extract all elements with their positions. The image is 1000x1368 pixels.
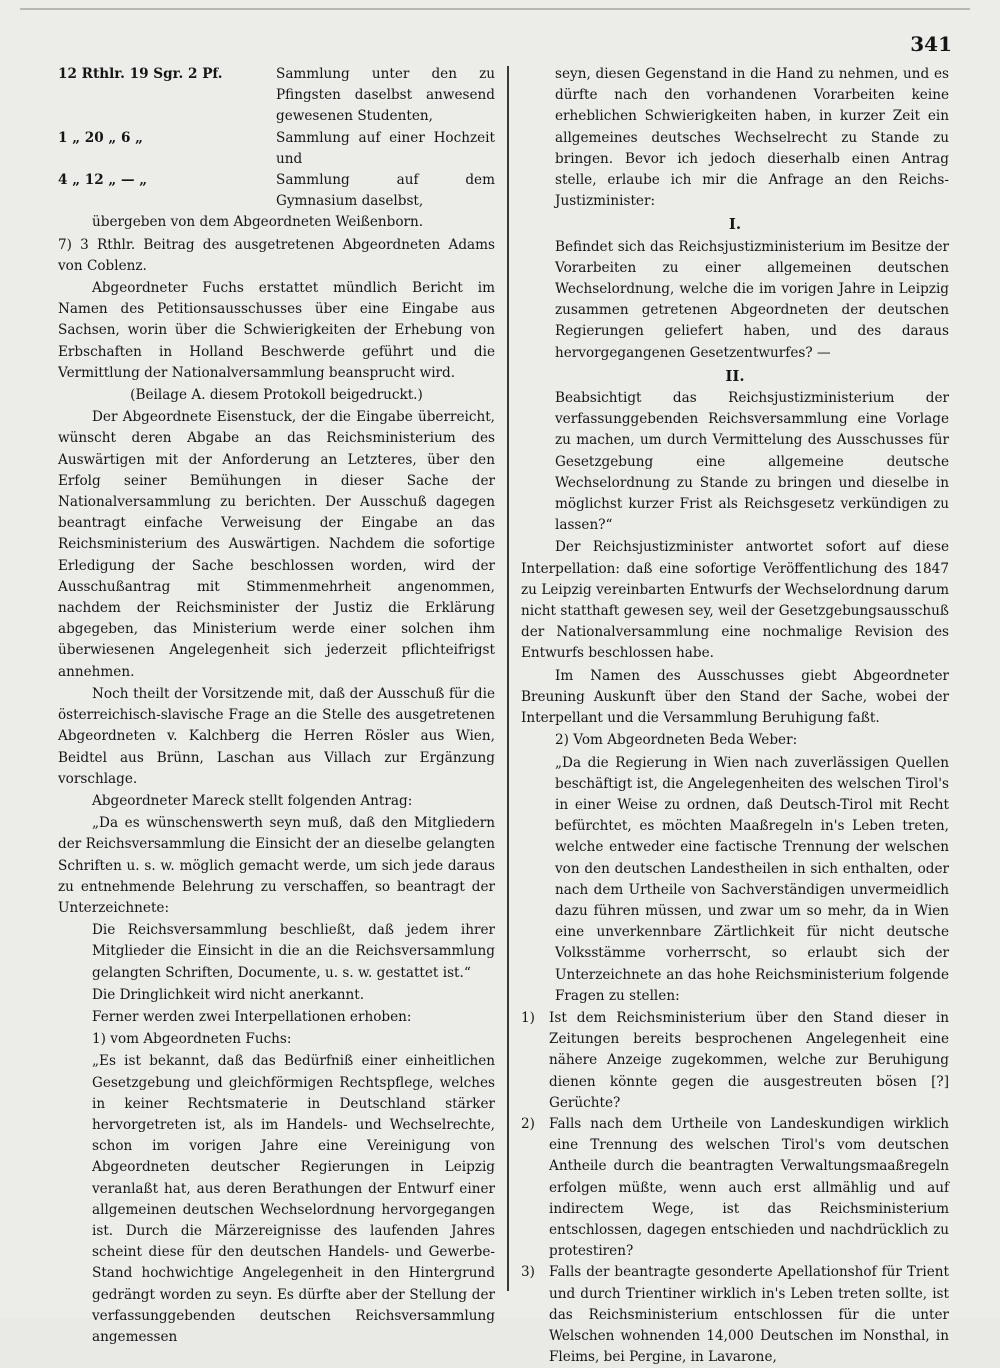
quote-mareck: „Da es wünschenswerth seyn muß, daß den Mitgliedern der Reichsversammlung die Einsicht der an dieselbe gelangten Schriften u. s. w. möglich gemacht werde, um sich jede daraus zu entnehmende Belehrung zu verschaffen, so beantragt der Unterzeichnete: bbox=[58, 815, 495, 916]
list-item-text: Falls der beantragte gesonderte Apellationshof für Trient und durch Trientiner wirklich in's Leben treten sollte, ist das Reichsministerium entschlossen für die unter Welschen wohnenden 14,000 Deutschen im Nonsthal, in Fleims, bei Pergine, in Lavarone, bbox=[549, 1264, 949, 1366]
fund-row bbox=[58, 128, 495, 170]
interpellation-1-heading: 1) vom Abgeordneten Fuchs: bbox=[92, 1031, 292, 1048]
minister-answer: Der Reichsjustizminister antwortet sofort auf diese Interpellation: daß eine sofortige Veröffentlichung des 1847 zu Leipzig vereinbarten Entwurfs der Wechselordnung darum nicht statthaft gewesen sey, weil der Gesetzgebungsausschuß der Nationalversammlung eine nochmalige Revision des Entwurfs beschlossen habe. bbox=[521, 539, 949, 662]
list-item bbox=[521, 1008, 949, 1114]
fund-amount: 1 „ 20 „ 6 „ bbox=[58, 129, 143, 146]
fund-description: Sammlung unter den zu Pfingsten daselbst anwesend gewesenen Studenten, bbox=[276, 66, 495, 125]
list-item bbox=[521, 1262, 949, 1368]
paragraph-eisenstuck: Der Abgeordnete Eisenstuck, der die Eingabe überreicht, wünscht deren Abgabe an das Reichsministerium des Auswärtigen mit der Anforderung an Letzteres, über den Erfolg seiner Bemühungen in dieser Sache der Nationalversammlung zu berichten. Der Ausschuß dagegen beantragt einfache Verweisung der Eingabe an das Reichsministerium des Auswärtigen. Nachdem die sofortige Erledigung der Sache beschlossen worden, wird der Ausschußantrag mit Stimmenmehrheit angenommen, nachdem der Reichsminister der Justiz die Erklärung abgegeben, das Ministerium werde einer solchen ihm überwiesenen Angelegenheit sich jederzeit pflichteifrigst annehmen. bbox=[58, 409, 495, 680]
right-column bbox=[521, 64, 949, 1366]
fund-row bbox=[58, 64, 495, 128]
interpellation-1-text: „Es ist bekannt, daß das Bedürfniß einer einheitlichen Gesetzgebung und gleichförmigen Rechtspflege, welches in keiner Rechtsmaterie in Deutschland stärker hervorgetreten ist, als im Handels- und Wechselrechte, schon im vorigen Jahre eine Vereinigung von Abgeordneten deutscher Regierungen in Leipzig veranlaßt hat, aus deren Berathungen der Entwurf einer allgemeinen deutschen Wechselordnung hervorgegangen ist. Durch die Märzereignisse des laufenden Jahres scheint diese für den deutschen Handels- und Gewerbe-Stand hochwichtige Angelegenheit in den Hintergrund gedrängt worden zu seyn. Es dürfte aber der Stellung der verfassunggebenden deutschen Reichsversammlung angemessen bbox=[92, 1053, 495, 1345]
left-column bbox=[58, 64, 495, 1345]
question-2: Beabsichtigt das Reichsjustizministerium der verfassunggebenden Reichsversammlung eine Vorlage zu machen, um durch Vermittelung des Ausschusses für Gesetzgebung eine allgemeine deutsche Wechselordnung zu Stande zu bringen und dieselbe in möglichst kurzer Frist als Reichsgesetz verkündigen zu lassen?“ bbox=[555, 390, 949, 534]
roman-numeral-1: I. bbox=[728, 215, 742, 234]
dringlichkeit-note: Die Dringlichkeit wird nicht anerkannt. bbox=[92, 986, 365, 1003]
paragraph-breuning: Im Namen des Ausschusses giebt Abgeordneter Breuning Auskunft über den Stand der Sache, wobei der Interpellant und die Versammlung Beruhigung faßt. bbox=[521, 667, 949, 727]
paragraph-fuchs-report: Abgeordneter Fuchs erstattet mündlich Bericht im Namen des Petitionsausschusses über eine Eingabe aus Sachsen, worin über die Schwierigkeiten der Erhebung von Erbschaften in Holland Beschwerde geführt und die Vermittlung der Nationalversammlung beansprucht wird. bbox=[58, 280, 495, 381]
fund-amount: 4 „ 12 „ — „ bbox=[58, 172, 148, 189]
beilage-note: (Beilage A. diesem Protokoll beigedruckt.) bbox=[130, 387, 423, 404]
interpellation-2-text: „Da die Regierung in Wien nach zuverlässigen Quellen beschäftigt ist, die Angelegenheiten des welschen Tirol's in einer Weise zu ordnen, daß Deutsch-Tirol mit Recht befürchtet, es möchten Maaßregeln in's Leben treten, welche entweder eine factische Trennung der welschen von den deutschen Landestheilen in sich enthalten, oder nach dem Urtheile von Sachverständigen unvermeidlich dazu führen müssen, und zwar um so mehr, da in Wien eine unverkennbare Zärtlichkeit für nicht deutsche Volksstämme vorherrscht, so erlaubt sich der Unterzeichnete an das hohe Reichsministerium folgende Fragen zu stellen: bbox=[555, 754, 949, 1004]
funds-footer: übergeben von dem Abgeordneten Weißenborn. bbox=[92, 214, 424, 231]
quote-mareck-resolution: Die Reichsversammlung beschließt, daß jedem ihrer Mitglieder die Einsicht in die an die Reichsversammlung gelangten Schriften, Documente, u. s. w. gestattet ist.“ bbox=[92, 922, 495, 981]
list-item bbox=[521, 1114, 949, 1262]
list-item-text: Falls nach dem Urtheile von Landeskundigen wirklich eine Trennung des welschen Tirol's vom deutschen Antheile durch die beantragten Verwaltungsmaaßregeln erfolgen müßte, wenn auch erst allmählig und auf indirectem Wege, ist das Reichsministerium entschlossen, dagegen entschieden und nachdrücklich zu protestiren? bbox=[549, 1115, 949, 1260]
ferner-note: Ferner werden zwei Interpellationen erhoben: bbox=[92, 1008, 412, 1025]
list-item-text: Ist dem Reichsministerium über den Stand dieser in Zeitungen bereits besprochenen Angelegenheit eine nähere Anzeige zugekommen, welche zur Beruhigung dienen könnte gegen die ausgestreuten bösen [?] Gerüchte? bbox=[549, 1009, 949, 1111]
item-7: 7) 3 Rthlr. Beitrag des ausgetretenen Abgeordneten Adams von Coblenz. bbox=[58, 236, 495, 274]
interpellation-1-continued: seyn, diesen Gegenstand in die Hand zu nehmen, und es dürfte nach den vorhandenen Vorarbeiten keine erheblichen Schwierigkeiten haben, in kurzer Zeit ein allgemeines deutsches Wechselrecht zu Stande zu bringen. Bevor ich jedoch dieserhalb einen Antrag stelle, erlaube ich mir die Anfrage an den Reichs-Justizminister: bbox=[555, 66, 949, 210]
fund-row bbox=[58, 170, 495, 212]
column-divider bbox=[507, 66, 509, 1291]
paragraph-mareck: Abgeordneter Mareck stellt folgenden Antrag: bbox=[92, 792, 413, 809]
fund-description: Sammlung auf einer Hochzeit und bbox=[276, 129, 495, 167]
fund-description: Sammlung auf dem Gymnasium daselbst, bbox=[276, 172, 495, 210]
list-item-number: 2) bbox=[521, 1115, 535, 1132]
interpellation-2-heading: 2) Vom Abgeordneten Beda Weber: bbox=[555, 732, 798, 749]
list-item-number: 1) bbox=[521, 1009, 535, 1026]
fund-amount: 12 Rthlr. 19 Sgr. 2 Pf. bbox=[58, 66, 223, 82]
question-1: Befindet sich das Reichsjustizministerium im Besitze der Vorarbeiten zu einer allgemeinen deutschen Wechselordnung, welche die im vorigen Jahre in Leipzig zusammen getretenen Abgeordneten der deutschen Regierungen geliefert haben, und des daraus hervorgegangenen Gesetzentwurfes? — bbox=[555, 238, 949, 361]
paragraph-vorsitzende: Noch theilt der Vorsitzende mit, daß der Ausschuß für die österreichisch-slavische Frage an die Stelle des ausgetretenen Abgeordneten v. Kalchberg die Herren Rösler aus Wien, Beidtel aus Brünn, Laschan aus Villach zur Ergänzung vorschlage. bbox=[58, 685, 495, 787]
roman-numeral-2: II. bbox=[725, 366, 745, 385]
page-number: 341 bbox=[910, 32, 952, 56]
list-item-number: 3) bbox=[521, 1264, 535, 1281]
top-rule bbox=[20, 8, 970, 10]
